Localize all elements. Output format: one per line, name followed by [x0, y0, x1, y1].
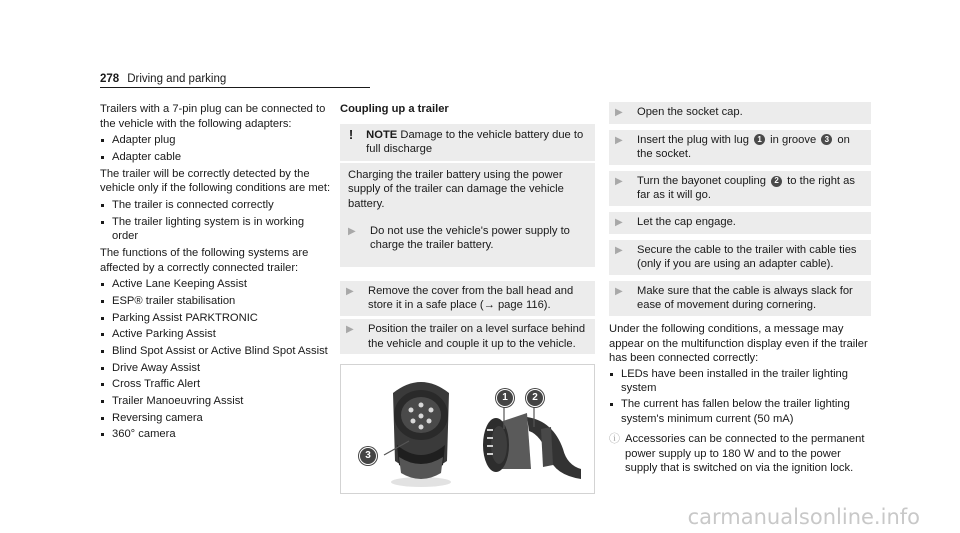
step-item	[609, 212, 871, 234]
info-text: Accessories can be connected to the permanent power supply up to 180 W and to the power supply that is switched on via the ignition lock.	[625, 433, 865, 475]
section-title: Driving and parking	[127, 73, 227, 85]
info-icon: ⓘ	[609, 433, 620, 446]
page-number: 278	[100, 73, 120, 85]
list-item: Parking Assist PARKTRONIC	[100, 311, 332, 326]
arrow-icon: ▶	[615, 175, 623, 187]
list-item: The trailer is connected correctly	[100, 198, 332, 213]
list-item: LEDs have been installed in the trailer lighting system	[609, 367, 871, 396]
list-item: Cross Traffic Alert	[100, 377, 332, 392]
coupling-title: Coupling up a trailer	[340, 103, 449, 115]
list-item: Drive Away Assist	[100, 361, 332, 376]
step-item	[340, 319, 595, 354]
column-right	[609, 102, 871, 476]
list-item: 360° camera	[100, 427, 332, 442]
step-item	[609, 102, 871, 124]
socket-drawing	[341, 365, 594, 493]
info-note	[609, 432, 871, 476]
intro-text: Trailers with a 7-pin plug can be connected to the vehicle with the following adapters:	[100, 103, 326, 130]
list-item: Adapter cable	[100, 150, 332, 165]
step-item	[609, 240, 871, 275]
step-text: Open the socket cap.	[637, 106, 743, 118]
step-item	[340, 281, 595, 316]
list-item: Active Parking Assist	[100, 327, 332, 342]
note-headline: Damage to the vehicle battery due to full discharge	[366, 128, 584, 156]
arrow-icon: ▶	[615, 244, 623, 256]
arrow-icon: ▶	[346, 285, 354, 297]
arrow-icon: ▶	[615, 216, 623, 228]
condition-list	[100, 198, 332, 244]
coupling-steps	[340, 281, 595, 354]
column-left	[100, 102, 332, 444]
warning-icon: !	[348, 126, 354, 142]
list-item: ESP® trailer stabilisation	[100, 294, 332, 309]
note-text: Charging the trailer battery using the power supply of the trailer can damage the vehicle battery.	[348, 168, 564, 210]
list-item: Active Lane Keeping Assist	[100, 277, 332, 292]
step-text	[637, 133, 865, 162]
step-text: Make sure that the cable is always slack for ease of movement during cornering.	[637, 284, 853, 312]
note-label: NOTE	[366, 128, 398, 141]
header-divider	[100, 87, 370, 88]
functions-text: The functions of the following systems are affected by a correctly connected trailer:	[100, 246, 309, 274]
watermark: carmanualsonline.info	[687, 505, 920, 530]
list-item: Blind Spot Assist or Active Blind Spot Assist	[100, 344, 332, 359]
step-text: Secure the cable to the trailer with cable ties (only if you are using an adapter cable).	[637, 243, 857, 271]
step-item	[609, 281, 871, 316]
callout-inline-3: 3	[821, 134, 832, 145]
page-header	[100, 72, 226, 87]
step-text	[637, 174, 865, 203]
step-text: Remove the cover from the ball head and store it in a safe place (→ page 116).	[368, 284, 574, 312]
adapter-list	[100, 133, 332, 164]
detect-text: The trailer will be correctly detected by the vehicle only if the following conditions are met:	[100, 167, 331, 195]
step-text-part: to the right as far as it will go.	[637, 174, 855, 202]
step-item	[609, 171, 871, 206]
list-item: Adapter plug	[100, 133, 332, 148]
step-text-part: on the socket.	[637, 133, 850, 161]
step-text-part: Turn the bayonet coupling	[637, 174, 766, 187]
column-middle	[340, 102, 595, 494]
arrow-icon: ▶	[615, 134, 623, 146]
trailer-socket-illustration	[340, 364, 595, 494]
callout-1: 1	[496, 389, 514, 407]
step-text-part: Insert the plug with lug	[637, 133, 749, 146]
step-item	[609, 130, 871, 165]
callout-inline-1: 1	[754, 134, 765, 145]
arrow-icon: ▶	[348, 225, 356, 237]
step-text: Position the trailer on a level surface behind the vehicle and couple it up to the vehicle.	[368, 322, 586, 350]
note-box	[340, 124, 595, 267]
note-action-text: Do not use the vehicle's power supply to charge the trailer battery.	[370, 224, 570, 252]
arrow-icon: ▶	[346, 323, 354, 335]
note-action	[348, 221, 587, 256]
note-header	[340, 124, 595, 163]
list-item: The current has fallen below the trailer lighting system's minimum current (50 mA)	[609, 397, 871, 426]
list-item: The trailer lighting system is in working order	[100, 215, 332, 244]
step-text-part: in groove	[770, 133, 817, 146]
callout-2: 2	[526, 389, 544, 407]
callout-3: 3	[359, 447, 377, 465]
note-body	[340, 163, 595, 267]
list-item: Reversing camera	[100, 411, 332, 426]
step-text: Let the cap engage.	[637, 215, 736, 228]
arrow-icon: ▶	[615, 285, 623, 297]
message-condition-list	[609, 367, 871, 426]
conditions-text: Under the following conditions, a message may appear on the multifunction display even if the trailer has been connected correctly:	[609, 322, 868, 365]
list-item: Trailer Manoeuvring Assist	[100, 394, 332, 409]
arrow-icon: ▶	[615, 107, 623, 118]
system-list	[100, 277, 332, 442]
callout-inline-2: 2	[771, 176, 782, 187]
